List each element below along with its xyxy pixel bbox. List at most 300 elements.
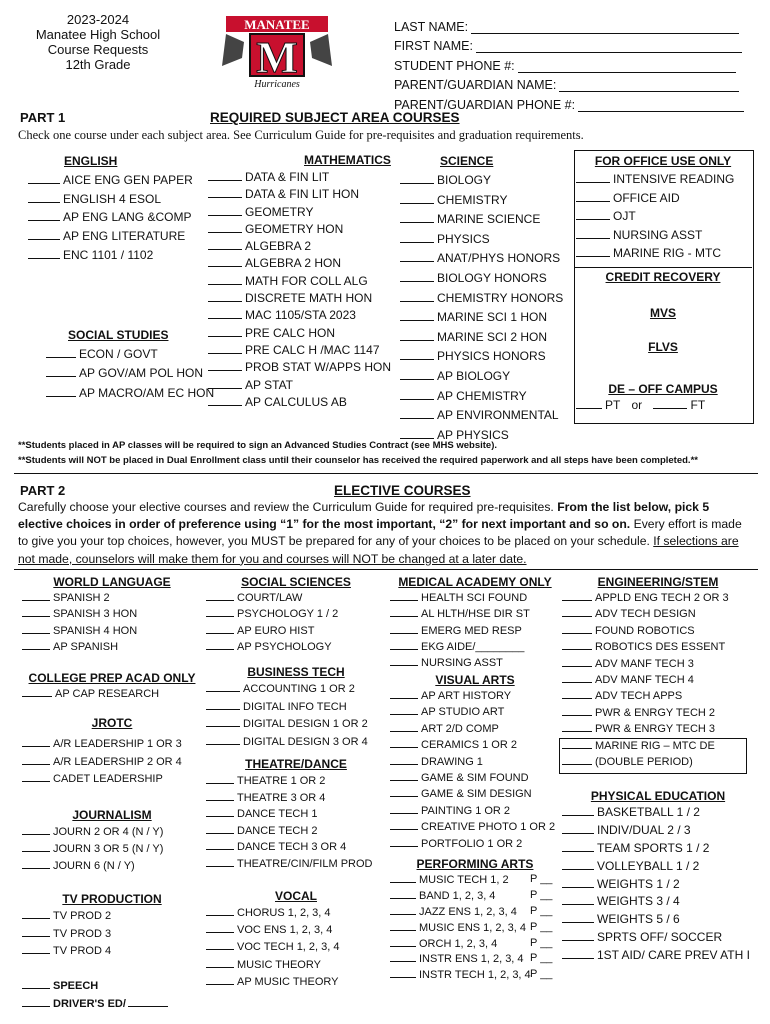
choice-blank[interactable] bbox=[390, 819, 418, 830]
header-info bbox=[28, 12, 168, 72]
choice-blank[interactable] bbox=[22, 686, 52, 697]
choice-blank[interactable] bbox=[400, 389, 434, 400]
course-option[interactable] bbox=[206, 806, 386, 823]
choice-blank[interactable] bbox=[400, 291, 434, 302]
choice-blank[interactable] bbox=[400, 408, 434, 419]
choice-blank[interactable] bbox=[208, 343, 242, 354]
course-option[interactable] bbox=[562, 672, 754, 688]
course-option[interactable] bbox=[22, 926, 202, 944]
choice-blank[interactable] bbox=[390, 803, 418, 814]
course-option[interactable] bbox=[390, 888, 560, 904]
choice-blank[interactable] bbox=[206, 806, 234, 817]
visual-heading: VISUAL ARTS bbox=[435, 673, 515, 687]
private-lesson-mark[interactable]: P __ bbox=[530, 936, 553, 949]
choice-blank[interactable] bbox=[22, 754, 50, 765]
course-label: GEOMETRY HON bbox=[245, 221, 344, 236]
course-option[interactable] bbox=[206, 823, 386, 840]
choice-blank[interactable] bbox=[390, 770, 418, 781]
course-option[interactable] bbox=[206, 699, 386, 717]
choice-blank[interactable] bbox=[576, 228, 610, 239]
choice-blank[interactable] bbox=[400, 173, 434, 184]
choice-blank[interactable] bbox=[400, 349, 434, 360]
choice-blank[interactable] bbox=[208, 291, 242, 302]
course-label: DATA & FIN LIT HON bbox=[245, 187, 360, 202]
choice-blank[interactable] bbox=[28, 173, 60, 184]
credit-recovery-heading: CREDIT RECOVERY bbox=[605, 269, 721, 284]
choice-blank[interactable] bbox=[28, 210, 60, 221]
course-option[interactable] bbox=[206, 734, 386, 752]
choice-blank[interactable] bbox=[562, 606, 592, 617]
choice-blank[interactable] bbox=[46, 347, 76, 358]
choice-blank[interactable] bbox=[390, 655, 418, 666]
choice-blank[interactable] bbox=[400, 232, 434, 243]
choice-blank[interactable] bbox=[206, 939, 234, 950]
parent-name-field[interactable]: PARENT/GUARDIAN NAME: bbox=[394, 73, 744, 93]
course-option[interactable] bbox=[390, 770, 560, 786]
choice-blank[interactable] bbox=[562, 948, 594, 959]
course-label: AP CAP RESEARCH bbox=[55, 688, 160, 700]
choice-blank[interactable] bbox=[206, 839, 234, 850]
course-label: PWR & ENRGY TECH 3 bbox=[595, 723, 716, 736]
world-language-heading: WORLD LANGUAGE bbox=[53, 575, 171, 589]
course-option[interactable] bbox=[576, 226, 750, 245]
course-option[interactable] bbox=[562, 688, 754, 704]
course-option[interactable] bbox=[390, 951, 560, 967]
course-option[interactable] bbox=[562, 893, 754, 911]
course-option[interactable] bbox=[28, 208, 193, 227]
course-option[interactable] bbox=[562, 606, 754, 622]
choice-blank[interactable] bbox=[206, 590, 234, 601]
course-option[interactable] bbox=[206, 681, 386, 699]
course-option[interactable] bbox=[28, 171, 193, 190]
course-option[interactable] bbox=[22, 943, 202, 961]
course-label: THEATRE 3 OR 4 bbox=[237, 791, 326, 804]
course-option[interactable] bbox=[390, 623, 560, 639]
course-option[interactable] bbox=[206, 939, 386, 956]
choice-blank[interactable] bbox=[206, 606, 234, 617]
course-option[interactable] bbox=[208, 394, 391, 411]
course-label: AP STAT bbox=[245, 377, 294, 392]
course-option[interactable] bbox=[208, 255, 391, 272]
choice-blank[interactable] bbox=[22, 841, 50, 852]
course-option[interactable] bbox=[562, 590, 754, 606]
choice-blank[interactable] bbox=[208, 170, 242, 181]
choice-blank[interactable] bbox=[562, 672, 592, 683]
course-option[interactable] bbox=[28, 227, 193, 246]
course-label: DRAWING 1 bbox=[421, 755, 483, 768]
course-option[interactable] bbox=[22, 606, 202, 622]
choice-blank[interactable] bbox=[206, 856, 234, 867]
course-label: CHEMISTRY HONORS bbox=[437, 290, 564, 305]
private-lesson-mark[interactable]: P __ bbox=[530, 968, 553, 981]
choice-blank[interactable] bbox=[22, 771, 50, 782]
course-option[interactable] bbox=[400, 269, 563, 289]
choice-blank[interactable] bbox=[400, 369, 434, 380]
course-option[interactable] bbox=[562, 639, 754, 655]
course-option[interactable] bbox=[206, 974, 386, 991]
course-option[interactable] bbox=[562, 876, 754, 894]
choice-blank[interactable] bbox=[208, 360, 242, 371]
choice-blank[interactable] bbox=[206, 790, 234, 801]
choice-blank[interactable] bbox=[400, 271, 434, 282]
choice-blank[interactable] bbox=[28, 192, 60, 203]
course-label: AP MACRO/AM EC HON bbox=[79, 385, 215, 400]
choice-blank[interactable] bbox=[22, 639, 50, 650]
student-phone-field[interactable]: STUDENT PHONE #: bbox=[394, 53, 744, 73]
course-label: PRE CALC HON bbox=[245, 325, 336, 340]
course-label: ROBOTICS DES ESSENT bbox=[595, 641, 726, 654]
course-option[interactable] bbox=[22, 639, 202, 655]
course-option[interactable] bbox=[400, 347, 563, 367]
course-option[interactable] bbox=[400, 249, 563, 269]
course-option[interactable] bbox=[208, 325, 391, 342]
last-name-field[interactable]: LAST NAME: bbox=[394, 14, 744, 34]
choice-blank[interactable] bbox=[562, 656, 592, 667]
choice-blank[interactable] bbox=[22, 824, 50, 835]
part2-title: ELECTIVE COURSES bbox=[334, 483, 471, 498]
course-option[interactable] bbox=[400, 387, 563, 407]
course-option[interactable] bbox=[390, 803, 560, 819]
jrotc-heading: JROTC bbox=[91, 716, 133, 730]
choice-blank[interactable] bbox=[390, 590, 418, 601]
private-lesson-mark[interactable]: P __ bbox=[530, 888, 553, 901]
choice-blank[interactable] bbox=[390, 623, 418, 634]
choice-blank[interactable] bbox=[206, 681, 240, 692]
theatre-section bbox=[206, 756, 386, 872]
choice-blank[interactable] bbox=[206, 623, 234, 634]
choice-blank[interactable] bbox=[390, 836, 418, 847]
choice-blank[interactable] bbox=[22, 858, 50, 869]
course-option[interactable] bbox=[400, 230, 563, 250]
course-label: PWR & ENRGY TECH 2 bbox=[595, 706, 716, 719]
choice-blank[interactable] bbox=[22, 590, 50, 601]
choice-blank[interactable] bbox=[562, 623, 592, 634]
tv-heading: TV PRODUCTION bbox=[62, 892, 162, 906]
course-option[interactable] bbox=[208, 186, 391, 203]
choice-blank[interactable] bbox=[576, 172, 610, 183]
parent-phone-field[interactable]: PARENT/GUARDIAN PHONE #: bbox=[394, 92, 744, 112]
course-option[interactable] bbox=[576, 244, 750, 263]
choice-blank[interactable] bbox=[562, 590, 592, 601]
choice-blank[interactable] bbox=[28, 248, 60, 259]
course-option[interactable] bbox=[46, 384, 214, 403]
course-option[interactable] bbox=[206, 590, 386, 606]
choice-blank[interactable] bbox=[400, 212, 434, 223]
world-language-section bbox=[22, 574, 202, 655]
course-option[interactable] bbox=[22, 623, 202, 639]
course-option[interactable] bbox=[390, 704, 560, 720]
course-label: AP ENG LITERATURE bbox=[63, 229, 186, 244]
choice-blank[interactable] bbox=[562, 705, 592, 716]
choice-blank[interactable] bbox=[206, 773, 234, 784]
social-studies-heading: SOCIAL STUDIES bbox=[68, 328, 169, 342]
private-lesson-mark[interactable]: P __ bbox=[530, 904, 553, 917]
choice-blank[interactable] bbox=[46, 366, 76, 377]
course-option[interactable] bbox=[208, 377, 391, 394]
ap-note: **Students placed in AP classes will be required to sign an Advanced Studies Contract (see MHS website). bbox=[18, 440, 497, 451]
part1-title: REQUIRED SUBJECT AREA COURSES bbox=[210, 110, 460, 125]
course-label: DANCE TECH 1 bbox=[237, 808, 318, 820]
choice-blank[interactable] bbox=[576, 209, 610, 220]
choice-blank[interactable] bbox=[206, 905, 234, 916]
choice-blank[interactable] bbox=[206, 716, 240, 727]
choice-blank[interactable] bbox=[390, 721, 418, 732]
course-option[interactable] bbox=[576, 170, 750, 189]
choice-blank[interactable] bbox=[208, 205, 242, 216]
choice-blank[interactable] bbox=[562, 721, 592, 732]
course-option[interactable] bbox=[22, 858, 202, 875]
choice-blank[interactable] bbox=[390, 951, 416, 962]
course-option[interactable] bbox=[562, 822, 754, 840]
course-option[interactable] bbox=[206, 905, 386, 922]
course-option[interactable] bbox=[562, 858, 754, 876]
course-option[interactable] bbox=[390, 754, 560, 770]
choice-blank[interactable] bbox=[400, 428, 434, 439]
course-option[interactable] bbox=[390, 688, 560, 704]
course-option[interactable] bbox=[562, 840, 754, 858]
course-option[interactable] bbox=[46, 364, 214, 383]
choice-blank[interactable] bbox=[208, 378, 242, 389]
choice-blank[interactable] bbox=[400, 310, 434, 321]
first-name-field[interactable]: FIRST NAME: bbox=[394, 34, 744, 54]
course-option[interactable] bbox=[390, 721, 560, 737]
choice-blank[interactable] bbox=[390, 967, 416, 978]
choice-blank[interactable] bbox=[390, 786, 418, 797]
course-label: ENGLISH 4 ESOL bbox=[63, 191, 162, 206]
course-option[interactable] bbox=[208, 307, 391, 324]
course-option[interactable] bbox=[208, 221, 391, 238]
course-option[interactable] bbox=[562, 929, 754, 947]
course-label: VOC ENS 1, 2, 3, 4 bbox=[237, 924, 333, 937]
course-option[interactable] bbox=[206, 606, 386, 622]
course-label: MUSIC TECH 1, 2 bbox=[419, 874, 509, 886]
choice-blank[interactable] bbox=[22, 926, 50, 937]
course-label: AP CHEMISTRY bbox=[437, 388, 527, 403]
choice-blank[interactable] bbox=[562, 639, 592, 650]
course-label: ART 2/D COMP bbox=[421, 722, 499, 735]
course-option[interactable] bbox=[390, 967, 560, 983]
choice-blank[interactable] bbox=[208, 395, 242, 406]
course-option[interactable] bbox=[390, 904, 560, 920]
part1-instructions: Check one course under each subject area. See Curriculum Guide for pre-requisites and graduation requirements. bbox=[18, 128, 584, 142]
course-option[interactable] bbox=[206, 623, 386, 639]
pt-ft-row[interactable]: PT or FT bbox=[576, 398, 750, 412]
course-option[interactable] bbox=[576, 207, 750, 226]
choice-blank[interactable] bbox=[562, 894, 594, 905]
course-option[interactable] bbox=[206, 856, 386, 873]
mvs-label: MVS bbox=[649, 305, 676, 320]
choice-blank[interactable] bbox=[390, 872, 416, 883]
school-year: 2023-2024 bbox=[66, 12, 130, 27]
choice-blank[interactable] bbox=[390, 606, 418, 617]
choice-blank[interactable] bbox=[206, 957, 234, 968]
business-heading: BUSINESS TECH bbox=[247, 665, 345, 679]
course-option[interactable] bbox=[562, 656, 754, 672]
course-option[interactable] bbox=[562, 705, 754, 721]
course-option[interactable] bbox=[562, 623, 754, 639]
choice-blank[interactable] bbox=[208, 256, 242, 267]
choice-blank[interactable] bbox=[208, 239, 242, 250]
course-option[interactable] bbox=[390, 920, 560, 936]
course-option[interactable] bbox=[22, 908, 202, 926]
course-option[interactable] bbox=[208, 169, 391, 186]
speech-row[interactable]: SPEECH bbox=[22, 978, 98, 992]
course-option[interactable] bbox=[206, 639, 386, 655]
course-option[interactable] bbox=[22, 686, 202, 702]
choice-blank[interactable] bbox=[208, 222, 242, 233]
choice-blank[interactable] bbox=[390, 888, 416, 899]
choice-blank[interactable] bbox=[562, 859, 594, 870]
choice-blank[interactable] bbox=[46, 386, 76, 397]
course-option[interactable] bbox=[208, 238, 391, 255]
course-option[interactable] bbox=[206, 957, 386, 974]
course-option[interactable] bbox=[22, 590, 202, 606]
choice-blank[interactable] bbox=[390, 639, 418, 650]
social-sciences-section bbox=[206, 574, 386, 655]
course-option[interactable] bbox=[390, 606, 560, 622]
course-label: EKG AIDE/________ bbox=[421, 640, 525, 653]
choice-blank[interactable] bbox=[22, 908, 50, 919]
course-label: WEIGHTS 1 / 2 bbox=[597, 876, 680, 891]
course-option[interactable] bbox=[390, 936, 560, 952]
choice-blank[interactable] bbox=[562, 877, 594, 888]
choice-blank[interactable] bbox=[208, 274, 242, 285]
course-label: DIGITAL DESIGN 3 OR 4 bbox=[243, 735, 368, 748]
choice-blank[interactable] bbox=[206, 639, 234, 650]
choice-blank[interactable] bbox=[206, 699, 240, 710]
course-option[interactable] bbox=[400, 210, 563, 230]
course-label: PAINTING 1 OR 2 bbox=[421, 804, 511, 817]
course-option[interactable] bbox=[390, 655, 560, 671]
choice-blank[interactable] bbox=[390, 704, 418, 715]
course-option[interactable] bbox=[390, 819, 560, 835]
course-label: GAME & SIM DESIGN bbox=[421, 788, 532, 801]
course-option[interactable] bbox=[22, 754, 202, 772]
course-option[interactable] bbox=[22, 824, 202, 841]
course-option[interactable] bbox=[390, 872, 560, 888]
course-option[interactable] bbox=[400, 171, 563, 191]
course-option[interactable] bbox=[28, 246, 193, 265]
course-label: DIGITAL DESIGN 1 OR 2 bbox=[243, 718, 368, 731]
choice-blank[interactable] bbox=[400, 251, 434, 262]
choice-blank[interactable] bbox=[390, 904, 416, 915]
course-option[interactable] bbox=[400, 308, 563, 328]
choice-blank[interactable] bbox=[400, 330, 434, 341]
choice-blank[interactable] bbox=[390, 936, 416, 947]
course-label: (DOUBLE PERIOD) bbox=[595, 755, 693, 768]
choice-blank[interactable] bbox=[576, 191, 610, 202]
course-option[interactable] bbox=[390, 639, 560, 655]
pe-heading: PHYSICAL EDUCATION bbox=[590, 789, 726, 803]
course-option[interactable] bbox=[206, 716, 386, 734]
choice-blank[interactable] bbox=[208, 326, 242, 337]
course-option[interactable] bbox=[22, 736, 202, 754]
choice-blank[interactable] bbox=[562, 841, 594, 852]
choice-blank[interactable] bbox=[576, 246, 610, 257]
course-option[interactable] bbox=[46, 345, 214, 364]
choice-blank[interactable] bbox=[206, 974, 234, 985]
course-label: FOUND ROBOTICS bbox=[595, 624, 695, 637]
course-option[interactable] bbox=[208, 290, 391, 307]
course-option[interactable] bbox=[206, 839, 386, 856]
course-option[interactable] bbox=[22, 841, 202, 858]
choice-blank[interactable] bbox=[22, 623, 50, 634]
choice-blank[interactable] bbox=[206, 922, 234, 933]
choice-blank[interactable] bbox=[390, 737, 418, 748]
choice-blank[interactable] bbox=[22, 736, 50, 747]
course-option[interactable] bbox=[208, 342, 391, 359]
choice-blank[interactable] bbox=[562, 912, 594, 923]
theatre-heading: THEATRE/DANCE bbox=[245, 757, 347, 771]
course-option[interactable] bbox=[562, 721, 754, 737]
course-option[interactable] bbox=[206, 790, 386, 807]
course-label: AP CALCULUS AB bbox=[245, 394, 347, 409]
private-lesson-mark[interactable]: P __ bbox=[530, 952, 553, 965]
course-option[interactable] bbox=[562, 947, 754, 965]
choice-blank[interactable] bbox=[390, 920, 416, 931]
course-label: GAME & SIM FOUND bbox=[421, 771, 529, 784]
private-lesson-mark[interactable]: P __ bbox=[530, 920, 553, 933]
course-option[interactable] bbox=[206, 773, 386, 790]
choice-blank[interactable] bbox=[562, 805, 594, 816]
choice-blank[interactable] bbox=[562, 930, 594, 941]
course-option[interactable] bbox=[400, 191, 563, 211]
choice-blank[interactable] bbox=[562, 823, 594, 834]
course-label: ENC 1101 / 1102 bbox=[63, 247, 154, 262]
choice-blank[interactable] bbox=[390, 754, 418, 765]
course-option[interactable] bbox=[390, 590, 560, 606]
course-option[interactable] bbox=[562, 804, 754, 822]
math-section bbox=[208, 152, 391, 411]
choice-blank[interactable] bbox=[22, 943, 50, 954]
drivers-ed-row[interactable]: DRIVER'S ED/ bbox=[22, 996, 171, 1010]
course-option[interactable] bbox=[562, 911, 754, 929]
social-studies-section bbox=[46, 326, 214, 403]
course-option[interactable] bbox=[22, 771, 202, 789]
choice-blank[interactable] bbox=[390, 688, 418, 699]
private-lesson-mark[interactable]: P __ bbox=[530, 873, 553, 885]
course-option[interactable] bbox=[400, 406, 563, 426]
choice-blank[interactable] bbox=[562, 688, 592, 699]
course-option[interactable] bbox=[28, 190, 193, 209]
choice-blank[interactable] bbox=[28, 229, 60, 240]
part2-label: PART 2 bbox=[20, 483, 66, 498]
choice-blank[interactable] bbox=[208, 308, 242, 319]
course-option[interactable] bbox=[208, 273, 391, 290]
course-label: INTENSIVE READING bbox=[613, 172, 735, 186]
course-option[interactable] bbox=[390, 786, 560, 802]
choice-blank[interactable] bbox=[22, 606, 50, 617]
course-option[interactable] bbox=[400, 367, 563, 387]
office-use-section bbox=[576, 152, 750, 412]
course-option[interactable] bbox=[576, 189, 750, 208]
choice-blank[interactable] bbox=[208, 187, 242, 198]
course-option[interactable] bbox=[208, 359, 391, 376]
choice-blank[interactable] bbox=[400, 193, 434, 204]
course-option[interactable] bbox=[400, 328, 563, 348]
course-option[interactable] bbox=[390, 737, 560, 753]
course-option[interactable] bbox=[390, 836, 560, 852]
course-option[interactable] bbox=[400, 289, 563, 309]
choice-blank[interactable] bbox=[206, 823, 234, 834]
choice-blank[interactable] bbox=[206, 734, 240, 745]
course-label: SPRTS OFF/ SOCCER bbox=[597, 930, 723, 945]
course-label: PRE CALC H /MAC 1147 bbox=[245, 342, 380, 357]
course-label: VOC TECH 1, 2, 3, 4 bbox=[237, 941, 340, 954]
flvs-label: FLVS bbox=[648, 339, 678, 354]
course-option[interactable] bbox=[206, 922, 386, 939]
course-option[interactable] bbox=[208, 204, 391, 221]
